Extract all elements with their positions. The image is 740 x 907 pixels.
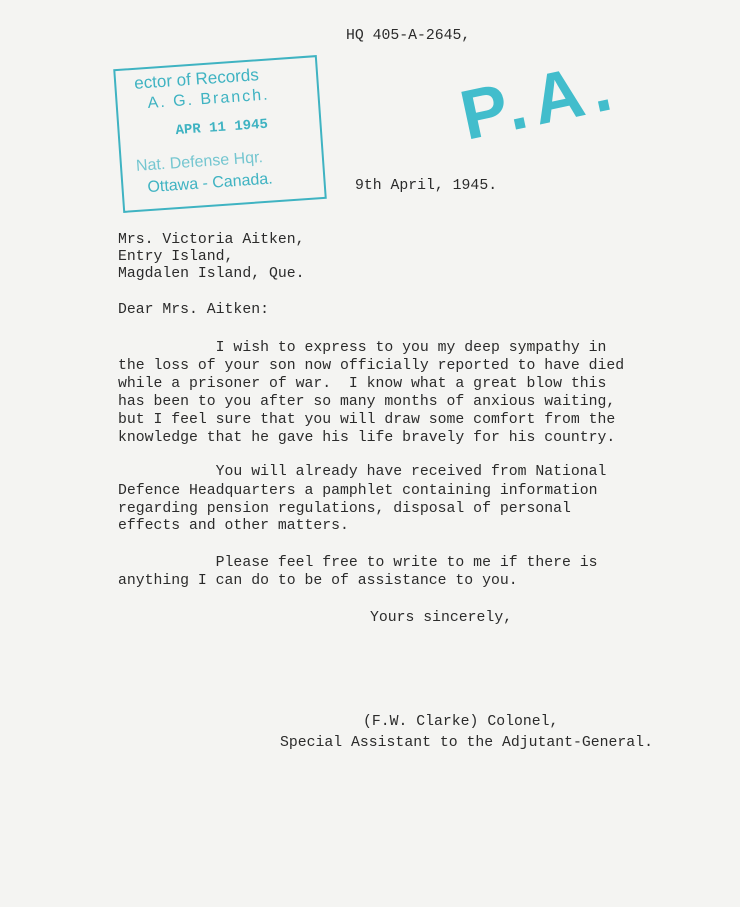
salutation: Dear Mrs. Aitken: [118,302,269,318]
stamp-line: ector of Records [133,65,260,93]
received-stamp [113,55,327,213]
body-line: effects and other matters. [118,518,349,534]
body-line: Defence Headquarters a pamphlet containing information [118,483,598,499]
stamp-date: APR 11 1945 [175,116,269,140]
closing: Yours sincerely, [370,610,513,626]
letter-date: 9th April, 1945. [355,178,498,194]
body-line: knowledge that he gave his life bravely for his country. [118,430,616,446]
address-line: Entry Island, [118,249,234,265]
address-line: Magdalen Island, Que. [118,266,305,282]
body-line: I wish to express to you my deep sympathy in [118,340,607,356]
stamp-line: A. G. Branch. [147,86,271,112]
body-line: has been to you after so many months of anxious waiting, [118,394,616,410]
body-line: Please feel free to write to me if there is [118,555,598,571]
stamp-line: Ottawa - Canada. [146,170,274,197]
stamp-line: Nat. Defense Hqr. [135,149,264,175]
reference-number: HQ 405-A-2645, [346,28,471,44]
initials-stamp: P.A. [453,45,626,155]
body-line: anything I can do to be of assistance to you. [118,573,518,589]
body-line: but I feel sure that you will draw some comfort from the [118,412,616,428]
body-line: regarding pension regulations, disposal of personal [118,501,571,517]
address-line: Mrs. Victoria Aitken, [118,232,305,248]
body-line: while a prisoner of war. I know what a great blow this [118,376,607,392]
signature-name: (F.W. Clarke) Colonel, [363,714,559,730]
signature-title: Special Assistant to the Adjutant-General. [280,735,653,751]
body-line: the loss of your son now officially reported to have died [118,358,625,374]
body-line: You will already have received from National [118,464,607,480]
